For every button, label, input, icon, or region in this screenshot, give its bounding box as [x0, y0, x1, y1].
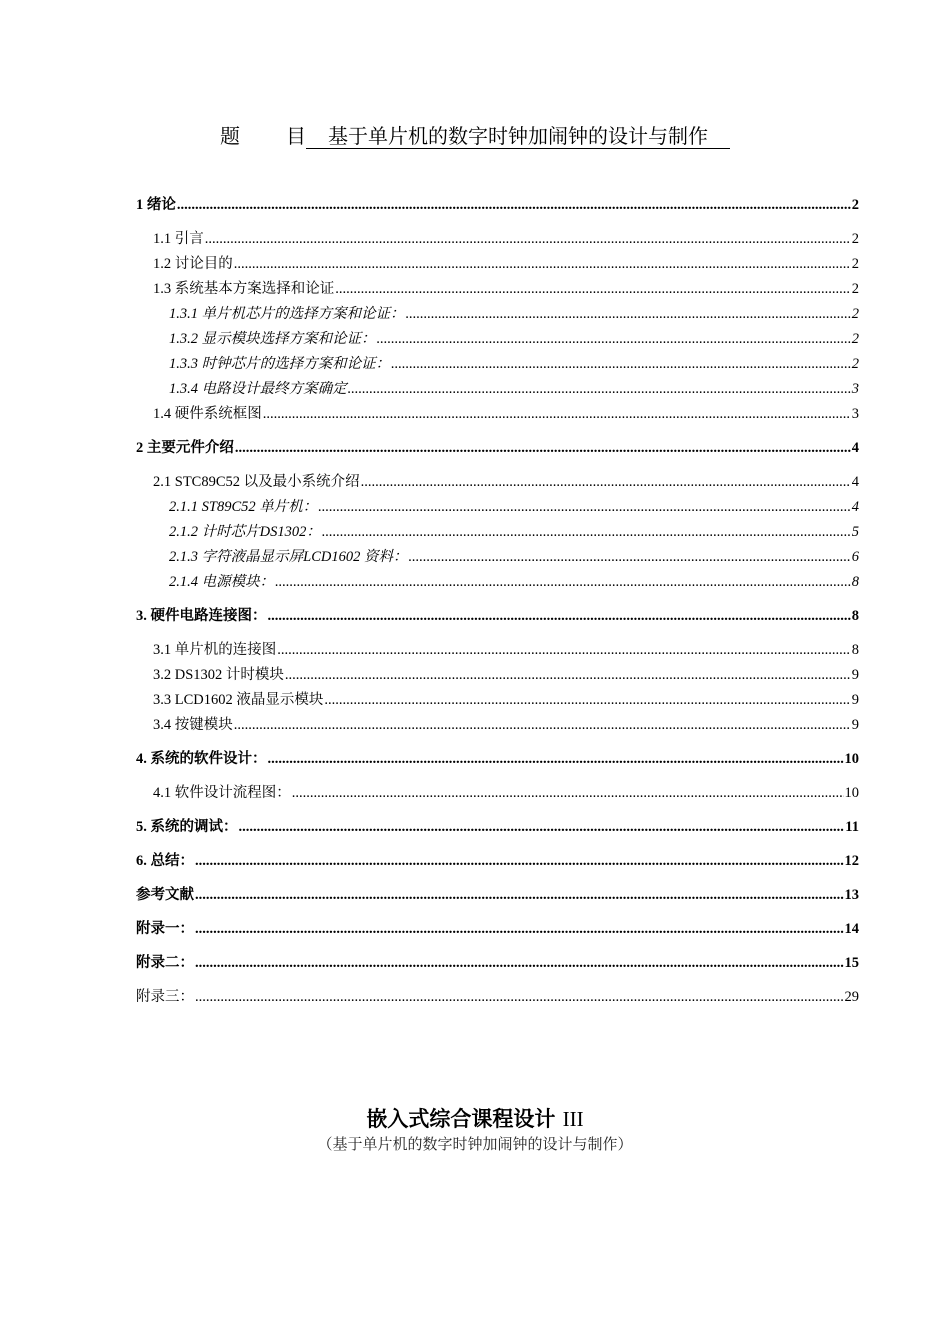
- toc-entry-page: 2: [851, 356, 859, 372]
- toc-entry-label: 1.3.4 电路设计最终方案确定: [169, 381, 347, 397]
- toc-entry-label: 附录三：: [136, 989, 194, 1005]
- toc-entry-label: 4. 系统的软件设计：: [136, 751, 267, 767]
- toc-entry-page: 29: [844, 989, 859, 1005]
- toc-entry-page: 2: [851, 281, 859, 297]
- toc-entry[interactable]: [136, 781, 859, 806]
- toc-entry-label: 1.4 硬件系统框图: [153, 406, 262, 422]
- toc-leader-dots: [348, 377, 851, 402]
- toc-entry-label: 3.3 LCD1602 液晶显示模块: [153, 692, 324, 708]
- toc-entry[interactable]: [136, 815, 859, 840]
- toc-leader-dots: [268, 604, 851, 629]
- toc-leader-dots: [195, 917, 844, 942]
- toc-entry[interactable]: [136, 302, 859, 327]
- toc-entry[interactable]: [136, 883, 859, 908]
- toc-entry-label: 2.1 STC89C52 以及最小系统介绍: [153, 474, 360, 490]
- toc-entry-page: 8: [851, 608, 859, 624]
- toc-entry-page: 15: [844, 955, 859, 971]
- toc-leader-dots: [239, 815, 845, 840]
- toc-entry-page: 13: [844, 887, 859, 903]
- toc-leader-dots: [205, 227, 851, 252]
- toc-leader-dots: [263, 402, 851, 427]
- toc-entry[interactable]: [136, 470, 859, 495]
- toc-entry[interactable]: [136, 495, 859, 520]
- toc-entry[interactable]: [136, 277, 859, 302]
- toc-entry-page: 8: [851, 642, 859, 658]
- course-title: [0, 1104, 950, 1134]
- toc-entry[interactable]: [136, 570, 859, 595]
- toc-leader-dots: [268, 747, 844, 772]
- toc-leader-dots: [275, 570, 851, 595]
- toc-entry-page: 9: [851, 717, 859, 733]
- toc-leader-dots: [195, 883, 844, 908]
- toc-leader-dots: [292, 781, 844, 806]
- toc-entry-label: 1.1 引言: [153, 231, 204, 247]
- toc-entry-label: 2 主要元件介绍: [136, 440, 234, 456]
- toc-entry-label: 1.3.3 时钟芯片的选择方案和论证：: [169, 356, 391, 372]
- toc-entry-label: 3. 硬件电路连接图：: [136, 608, 267, 624]
- toc-entry-page: 2: [851, 256, 859, 272]
- table-of-contents: [136, 193, 859, 1010]
- toc-entry[interactable]: [136, 402, 859, 427]
- toc-entry[interactable]: [136, 227, 859, 252]
- toc-entry[interactable]: [136, 436, 859, 461]
- toc-entry-label: 附录二：: [136, 955, 194, 971]
- toc-entry-page: 6: [851, 549, 859, 565]
- toc-entry-page: 10: [844, 785, 859, 801]
- toc-entry[interactable]: [136, 252, 859, 277]
- toc-entry[interactable]: [136, 663, 859, 688]
- toc-entry-page: 9: [851, 667, 859, 683]
- toc-entry-page: 10: [844, 751, 859, 767]
- toc-entry-label: 3.2 DS1302 计时模块: [153, 667, 284, 683]
- toc-entry[interactable]: [136, 638, 859, 663]
- toc-entry[interactable]: [136, 985, 859, 1010]
- toc-entry-label: 5. 系统的调试：: [136, 819, 238, 835]
- toc-entry-label: 1.3.1 单片机芯片的选择方案和论证：: [169, 306, 405, 322]
- toc-entry-label: 6. 总结：: [136, 853, 194, 869]
- toc-entry-page: 4: [851, 474, 859, 490]
- toc-entry[interactable]: [136, 193, 859, 218]
- toc-leader-dots: [391, 352, 851, 377]
- toc-leader-dots: [322, 520, 851, 545]
- course-title-main: 嵌入式综合课程设计: [366, 1106, 556, 1131]
- title-label-part1: 题: [220, 124, 240, 148]
- toc-entry[interactable]: [136, 604, 859, 629]
- toc-leader-dots: [195, 849, 844, 874]
- toc-entry-page: 4: [851, 440, 859, 456]
- toc-entry-label: 参考文献: [136, 887, 194, 903]
- course-subtitle: （基于单片机的数字时钟加闹钟的设计与制作）: [317, 1137, 633, 1153]
- toc-entry-label: 4.1 软件设计流程图：: [153, 785, 291, 801]
- toc-entry-page: 14: [844, 921, 859, 937]
- toc-entry-label: 1 绪论: [136, 197, 176, 213]
- toc-entry[interactable]: [136, 688, 859, 713]
- toc-entry-label: 附录一：: [136, 921, 194, 937]
- title-label-part2: 目: [286, 124, 306, 148]
- toc-entry-page: 2: [851, 331, 859, 347]
- toc-entry-page: 12: [844, 853, 859, 869]
- toc-entry[interactable]: [136, 917, 859, 942]
- toc-leader-dots: [285, 663, 851, 688]
- toc-entry-label: 3.4 按键模块: [153, 717, 233, 733]
- document-title: 基于单片机的数字时钟加闹钟的设计与制作: [306, 124, 730, 149]
- toc-entry-label: 1.3 系统基本方案选择和论证: [153, 281, 335, 297]
- toc-entry-page: 5: [851, 524, 859, 540]
- toc-entry[interactable]: [136, 520, 859, 545]
- toc-leader-dots: [177, 193, 851, 218]
- toc-entry-label: 2.1.1 ST89C52 单片机：: [169, 499, 318, 515]
- toc-leader-dots: [195, 951, 844, 976]
- toc-entry-page: 9: [851, 692, 859, 708]
- toc-entry-label: 1.3.2 显示模块选择方案和论证：: [169, 331, 376, 347]
- toc-entry[interactable]: [136, 951, 859, 976]
- toc-leader-dots: [324, 688, 850, 713]
- toc-entry[interactable]: [136, 849, 859, 874]
- toc-leader-dots: [377, 327, 851, 352]
- toc-entry[interactable]: [136, 747, 859, 772]
- toc-leader-dots: [234, 252, 851, 277]
- toc-entry-label: 2.1.3 字符液晶显示屏LCD1602 资料：: [169, 549, 408, 565]
- toc-entry-page: 3: [851, 406, 859, 422]
- toc-entry-label: 2.1.2 计时芯片DS1302：: [169, 524, 321, 540]
- toc-entry-page: 2: [851, 306, 859, 322]
- toc-entry[interactable]: [136, 377, 859, 402]
- toc-leader-dots: [318, 495, 851, 520]
- toc-entry[interactable]: [136, 327, 859, 352]
- toc-leader-dots: [408, 545, 850, 570]
- toc-entry-label: 2.1.4 电源模块：: [169, 574, 275, 590]
- toc-entry-label: 3.1 单片机的连接图: [153, 642, 277, 658]
- toc-entry-page: 11: [845, 819, 859, 835]
- toc-leader-dots: [406, 302, 851, 327]
- toc-leader-dots: [195, 985, 844, 1010]
- toc-leader-dots: [234, 713, 851, 738]
- document-title-line: [0, 122, 950, 150]
- toc-entry[interactable]: [136, 352, 859, 377]
- toc-entry-page: 2: [851, 231, 859, 247]
- toc-entry-page: 3: [851, 381, 859, 397]
- toc-entry[interactable]: [136, 713, 859, 738]
- toc-leader-dots: [335, 277, 851, 302]
- course-title-roman: III: [562, 1107, 584, 1131]
- toc-entry-label: 1.2 讨论目的: [153, 256, 233, 272]
- toc-leader-dots: [277, 638, 851, 663]
- toc-leader-dots: [361, 470, 851, 495]
- toc-leader-dots: [235, 436, 851, 461]
- toc-entry-page: 2: [851, 197, 859, 213]
- toc-entry[interactable]: [136, 545, 859, 570]
- toc-entry-page: 4: [851, 499, 859, 515]
- toc-entry-page: 8: [851, 574, 859, 590]
